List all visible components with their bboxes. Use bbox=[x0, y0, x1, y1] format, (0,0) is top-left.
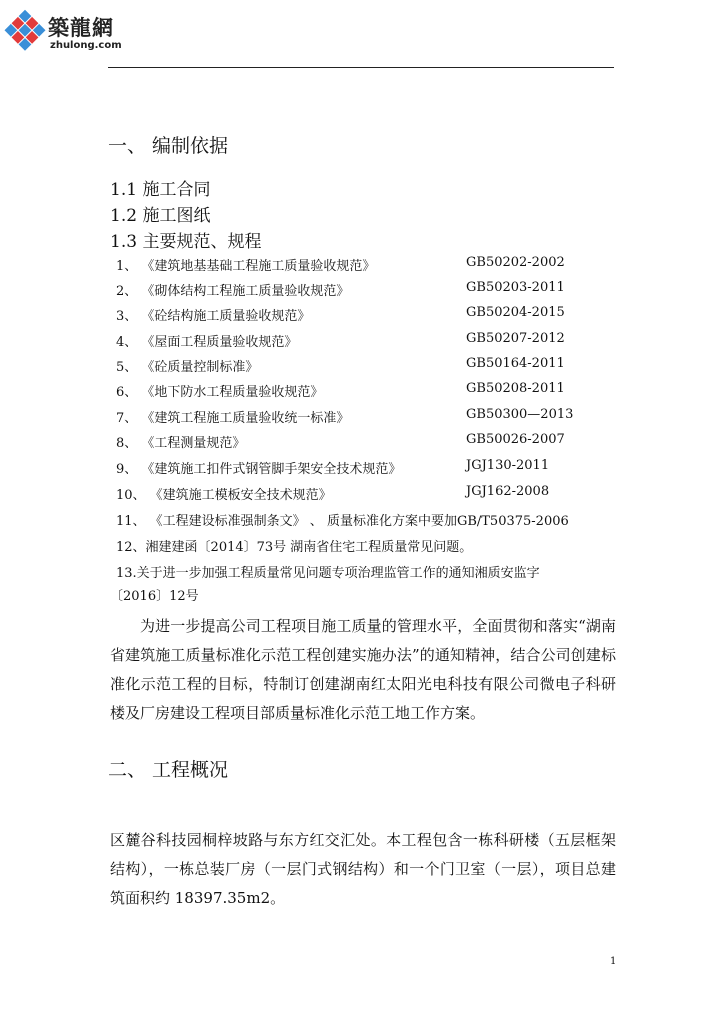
spec-code: GB50203-2011 bbox=[466, 280, 565, 295]
overview-paragraph: 区麓谷科技园桐梓坡路与东方红交汇处。本工程包含一栋科研楼（五层框架结构），一栋总装厂房（一层门式钢结构）和一个门卫室（一层），项目总建筑面积约 18397.35m2。 bbox=[110, 831, 616, 907]
spec-row bbox=[116, 432, 616, 452]
spec-title: 7、 《建筑工程施工质量验收统一标准》 bbox=[116, 411, 350, 426]
spec-item-13: 13.关于进一步加强工程质量常见问题专项治理监管工作的通知湘质安监字 bbox=[116, 566, 540, 581]
intro-paragraph: 为进一步提高公司工程项目施工质量的管理水平，全面贯彻和落实“湖南省建筑施工质量标准化示范工程创建实施办法”的通知精神，结合公司创建标准化示范工程的目标，特制订创建湖南红太阳光电科技有限公司微电子科研楼及厂房建设工程项目部质量标准化示范工地工作方案。 bbox=[110, 617, 616, 722]
section-1-heading: 一、 编制依据 bbox=[108, 135, 229, 157]
spec-row bbox=[116, 255, 616, 275]
spec-row bbox=[116, 356, 616, 376]
spec-title: 8、 《工程测量规范》 bbox=[116, 436, 246, 451]
header-divider bbox=[108, 67, 614, 68]
spec-code: GB50164-2011 bbox=[466, 356, 565, 371]
spec-row bbox=[116, 331, 616, 351]
logo-text-en: zhulong.com bbox=[50, 40, 122, 51]
spec-code: GB50202-2002 bbox=[466, 255, 565, 270]
zhulong-logo bbox=[4, 8, 154, 60]
spec-code: GB50300—2013 bbox=[466, 407, 574, 422]
spec-row bbox=[116, 280, 616, 300]
spec-item-12: 12、湘建建函〔2014〕73号 湖南省住宅工程质量常见问题。 bbox=[116, 540, 473, 555]
section-1-3-heading: 1.3 主要规范、规程 bbox=[110, 232, 262, 252]
spec-title: 1、 《建筑地基基础工程施工质量验收规范》 bbox=[116, 259, 376, 274]
spec-title: 9、 《建筑施工扣件式钢管脚手架安全技术规范》 bbox=[116, 462, 402, 477]
spec-title: 4、 《屋面工程质量验收规范》 bbox=[116, 335, 298, 350]
logo-diamond-icon bbox=[4, 8, 46, 54]
spec-row bbox=[116, 484, 616, 504]
spec-title: 6、 《地下防水工程质量验收规范》 bbox=[116, 385, 324, 400]
section-2-heading: 二、 工程概况 bbox=[108, 759, 229, 781]
spec-code: JGJ130-2011 bbox=[466, 458, 550, 473]
spec-code: JGJ162-2008 bbox=[466, 484, 550, 499]
spec-row bbox=[116, 381, 616, 401]
logo-text-cn: 築龍網 bbox=[48, 16, 114, 40]
spec-item-11: 11、 《工程建设标准强制条文》 、 质量标准化方案中要加GB/T50375-2006 bbox=[116, 514, 569, 529]
section-1-1-heading: 1.1 施工合同 bbox=[110, 180, 211, 200]
section-1-2-heading: 1.2 施工图纸 bbox=[110, 206, 211, 226]
spec-title: 3、 《砼结构施工质量验收规范》 bbox=[116, 309, 311, 324]
spec-title: 10、 《建筑施工模板安全技术规范》 bbox=[116, 488, 332, 503]
spec-title: 5、 《砼质量控制标准》 bbox=[116, 360, 259, 375]
spec-code: GB50208-2011 bbox=[466, 381, 565, 396]
spec-item-13-cont: 〔2016〕12号 bbox=[110, 589, 199, 604]
spec-code: GB50204-2015 bbox=[466, 305, 565, 320]
spec-code: GB50207-2012 bbox=[466, 331, 565, 346]
spec-code: GB50026-2007 bbox=[466, 432, 565, 447]
page-number: 1 bbox=[610, 956, 617, 967]
spec-title: 2、 《砌体结构工程施工质量验收规范》 bbox=[116, 284, 350, 299]
spec-row bbox=[116, 305, 616, 325]
spec-row bbox=[116, 458, 616, 478]
spec-row bbox=[116, 407, 616, 427]
